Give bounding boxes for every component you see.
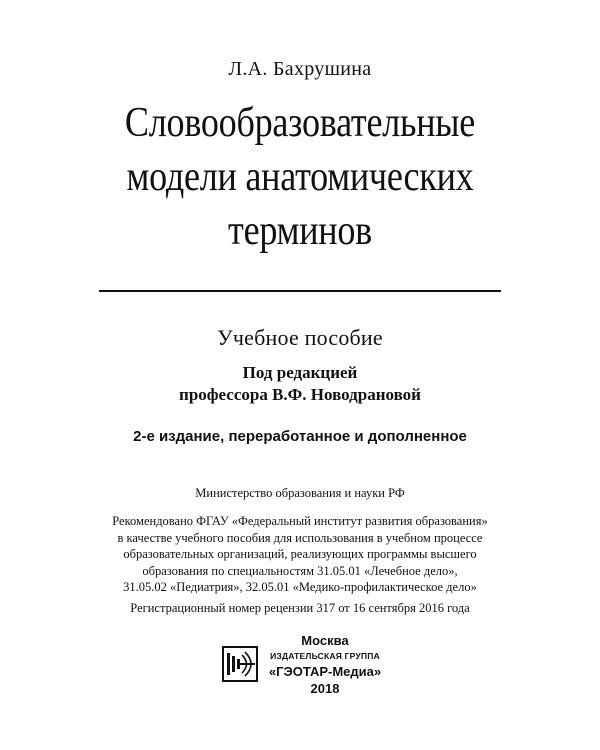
recommendation-line: образования по специальностям 31.05.01 «Лечебное дело», — [142, 563, 458, 578]
book-title — [42, 96, 558, 258]
ministry-name: Министерство образования и науки РФ — [195, 486, 405, 500]
recommendation-line: в качестве учебного пособия для использования в учебном процессе — [117, 530, 483, 545]
edition-note: 2-е издание, переработанное и дополненное — [133, 428, 467, 445]
publisher-block — [255, 632, 395, 697]
editor-line: профессора В.Ф. Новодрановой — [179, 385, 421, 404]
title-line: Словообразовательные — [124, 100, 476, 146]
recommendation-line: 31.05.02 «Педиатрия», 32.05.01 «Медико-профилактическое дело» — [123, 580, 477, 594]
recommendation-line: Рекомендовано ФГАУ «Федеральный институт развития образования» — [112, 514, 488, 528]
recommendation-text — [0, 513, 600, 596]
title-line: терминов — [228, 208, 372, 254]
editor-credit — [0, 362, 600, 406]
publisher-name: «ГЭОТАР-Медиа» — [268, 664, 382, 679]
author-name: Л.А. Бахрушина — [228, 58, 372, 80]
title-line: модели анатомических — [126, 154, 474, 200]
publisher-logo-icon — [221, 645, 259, 683]
publisher-city: Москва — [301, 633, 349, 648]
publication-year: 2018 — [310, 681, 340, 696]
title-divider — [99, 290, 501, 292]
editor-line: Под редакцией — [242, 363, 358, 382]
recommendation-line: образовательных организаций, реализующих программы высшего — [123, 547, 477, 561]
publisher-group: ИЗДАТЕЛЬСКАЯ ГРУППА — [270, 651, 380, 661]
registration-number: Регистрационный номер рецензии 317 от 16 сентября 2016 года — [130, 601, 470, 615]
book-genre: Учебное пособие — [217, 325, 383, 350]
